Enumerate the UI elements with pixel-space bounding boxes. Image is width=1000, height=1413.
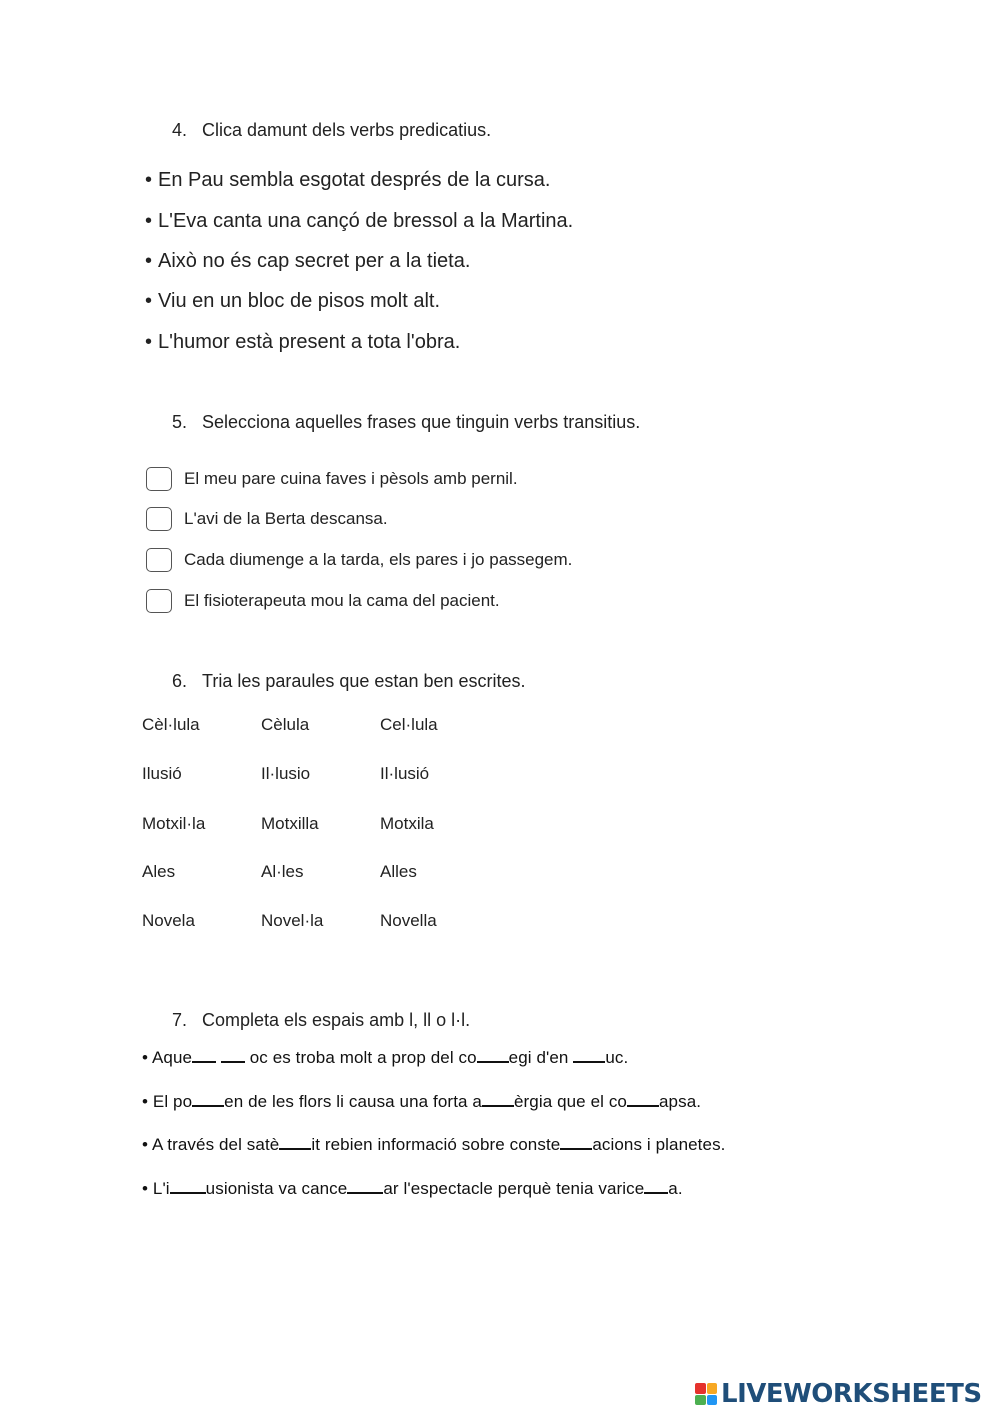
q7-number: 7. — [172, 1010, 188, 1030]
q5-option-2 — [146, 505, 388, 533]
blank-input[interactable] — [644, 1178, 668, 1194]
blank-input[interactable] — [170, 1178, 206, 1194]
q4-s1-post: esgotat després de la cursa. — [293, 169, 551, 191]
q4-s2-verb[interactable]: canta — [212, 210, 262, 232]
bullet: • — [142, 1092, 149, 1111]
q6-word[interactable]: Il·lusio — [261, 764, 311, 783]
q5-option-4 — [146, 587, 500, 615]
q4-s2-pre: L'Eva — [158, 210, 213, 232]
text: a. — [668, 1179, 683, 1198]
liveworksheets-logo-icon — [695, 1383, 717, 1405]
q6-title — [172, 671, 526, 692]
text: èrgia que el co — [513, 1092, 627, 1111]
q4-sentence-4 — [145, 290, 440, 313]
text: egi d'en — [508, 1048, 574, 1067]
q4-s5-verb[interactable]: està — [235, 331, 274, 353]
blank-input[interactable] — [627, 1091, 659, 1107]
blank-input[interactable] — [560, 1134, 592, 1150]
bullet: • — [142, 1135, 149, 1154]
bullet: • — [145, 290, 153, 312]
text: usionista va cance — [205, 1179, 348, 1198]
bullet: • — [145, 250, 153, 272]
blank-input[interactable] — [477, 1047, 509, 1063]
logo-square — [695, 1383, 706, 1394]
q6-word[interactable]: Novela — [142, 911, 195, 930]
text: Aque — [151, 1048, 193, 1067]
blank-input[interactable] — [279, 1134, 311, 1150]
checkbox[interactable] — [146, 467, 172, 491]
logo-text: LIVEWORKSHEETS — [721, 1379, 982, 1409]
q6-word[interactable]: Motxila — [380, 814, 434, 833]
text: El po — [152, 1092, 193, 1111]
text: L'i — [152, 1179, 170, 1198]
logo-square — [695, 1395, 706, 1406]
q7-sentence-1 — [142, 1047, 628, 1068]
q4-s2-post: una cançó de bressol a la Martina. — [261, 210, 574, 232]
q4-s4-post: en un bloc de pisos molt alt. — [186, 290, 441, 312]
text: en de les flors li causa una forta a — [224, 1092, 482, 1111]
q6-title-text: Tria les paraules que estan ben escrites. — [202, 671, 526, 691]
q5-number: 5. — [172, 412, 188, 432]
q4-sentence-5 — [145, 331, 460, 354]
blank-input[interactable] — [347, 1178, 383, 1194]
q6-word[interactable]: Cèlula — [261, 715, 310, 734]
q6-word[interactable]: Motxilla — [261, 814, 319, 833]
q5-option-4-label: El fisioterapeuta mou la cama del pacient. — [184, 591, 500, 610]
q4-number: 4. — [172, 120, 188, 140]
checkbox[interactable] — [146, 507, 172, 531]
text: apsa. — [658, 1092, 702, 1111]
text: oc es troba molt a prop del co — [244, 1048, 477, 1067]
text: uc. — [605, 1048, 629, 1067]
q5-option-1 — [146, 465, 518, 493]
bullet: • — [145, 169, 153, 191]
liveworksheets-logo[interactable] — [695, 1379, 982, 1409]
q6-word[interactable]: Ales — [142, 862, 176, 881]
checkbox[interactable] — [146, 548, 172, 572]
logo-square — [707, 1383, 718, 1394]
q5-title-text: Selecciona aquelles frases que tinguin verbs transitius. — [202, 412, 641, 432]
q6-word[interactable]: Al·les — [261, 862, 304, 881]
q4-s1-pre: En Pau — [158, 169, 230, 191]
bullet: • — [145, 210, 153, 232]
q4-s1-verb[interactable]: sembla — [229, 169, 294, 191]
q7-title-text: Completa els espais amb l, ll o l·l. — [202, 1010, 471, 1030]
blank-input[interactable] — [221, 1047, 245, 1063]
q6-word[interactable]: Motxil·la — [142, 814, 206, 833]
text: it rebien informació sobre conste — [311, 1135, 561, 1154]
q7-sentence-3 — [142, 1134, 726, 1155]
q4-s3-pre: Això no — [158, 250, 231, 272]
q5-option-3-label: Cada diumenge a la tarda, els pares i jo passegem. — [184, 550, 573, 569]
q6-word[interactable]: Alles — [380, 862, 417, 881]
q4-s3-post: cap secret per a la tieta. — [251, 250, 471, 272]
q4-sentence-3 — [145, 250, 470, 273]
checkbox[interactable] — [146, 589, 172, 613]
text: ar l'espectacle perquè tenia varice — [383, 1179, 645, 1198]
text: acions i planetes. — [592, 1135, 726, 1154]
q6-number: 6. — [172, 671, 188, 691]
q7-title — [172, 1010, 470, 1031]
bullet: • — [142, 1179, 149, 1198]
q4-sentence-2 — [145, 210, 573, 233]
q6-word[interactable]: Cel·lula — [380, 715, 438, 734]
blank-input[interactable] — [573, 1047, 605, 1063]
q5-option-2-label: L'avi de la Berta descansa. — [184, 509, 388, 528]
q6-word[interactable]: Ilusió — [142, 764, 182, 783]
q5-option-3 — [146, 546, 572, 574]
q6-word[interactable]: Novel·la — [261, 911, 324, 930]
logo-square — [707, 1395, 718, 1406]
q7-sentence-4 — [142, 1178, 683, 1199]
bullet: • — [145, 331, 153, 353]
q6-word[interactable]: Cèl·lula — [142, 715, 200, 734]
text: A través del satè — [151, 1135, 280, 1154]
q5-title — [172, 412, 640, 433]
blank-input[interactable] — [192, 1091, 224, 1107]
bullet: • — [142, 1048, 149, 1067]
q4-s3-verb[interactable]: és — [230, 250, 252, 272]
blank-input[interactable] — [192, 1047, 216, 1063]
q4-title-text: Clica damunt dels verbs predicatius. — [202, 120, 492, 140]
q4-sentence-1 — [145, 169, 551, 192]
q5-option-1-label: El meu pare cuina faves i pèsols amb pernil. — [184, 469, 518, 488]
q6-word[interactable]: Il·lusió — [380, 764, 430, 783]
q4-s5-post: present a tota l'obra. — [273, 331, 461, 353]
q4-s4-verb[interactable]: Viu — [158, 290, 187, 312]
q7-sentence-2 — [142, 1091, 701, 1112]
blank-input[interactable] — [482, 1091, 514, 1107]
q4-s5-pre: L'humor — [158, 331, 236, 353]
q4-title — [172, 120, 491, 141]
q6-word[interactable]: Novella — [380, 911, 437, 930]
